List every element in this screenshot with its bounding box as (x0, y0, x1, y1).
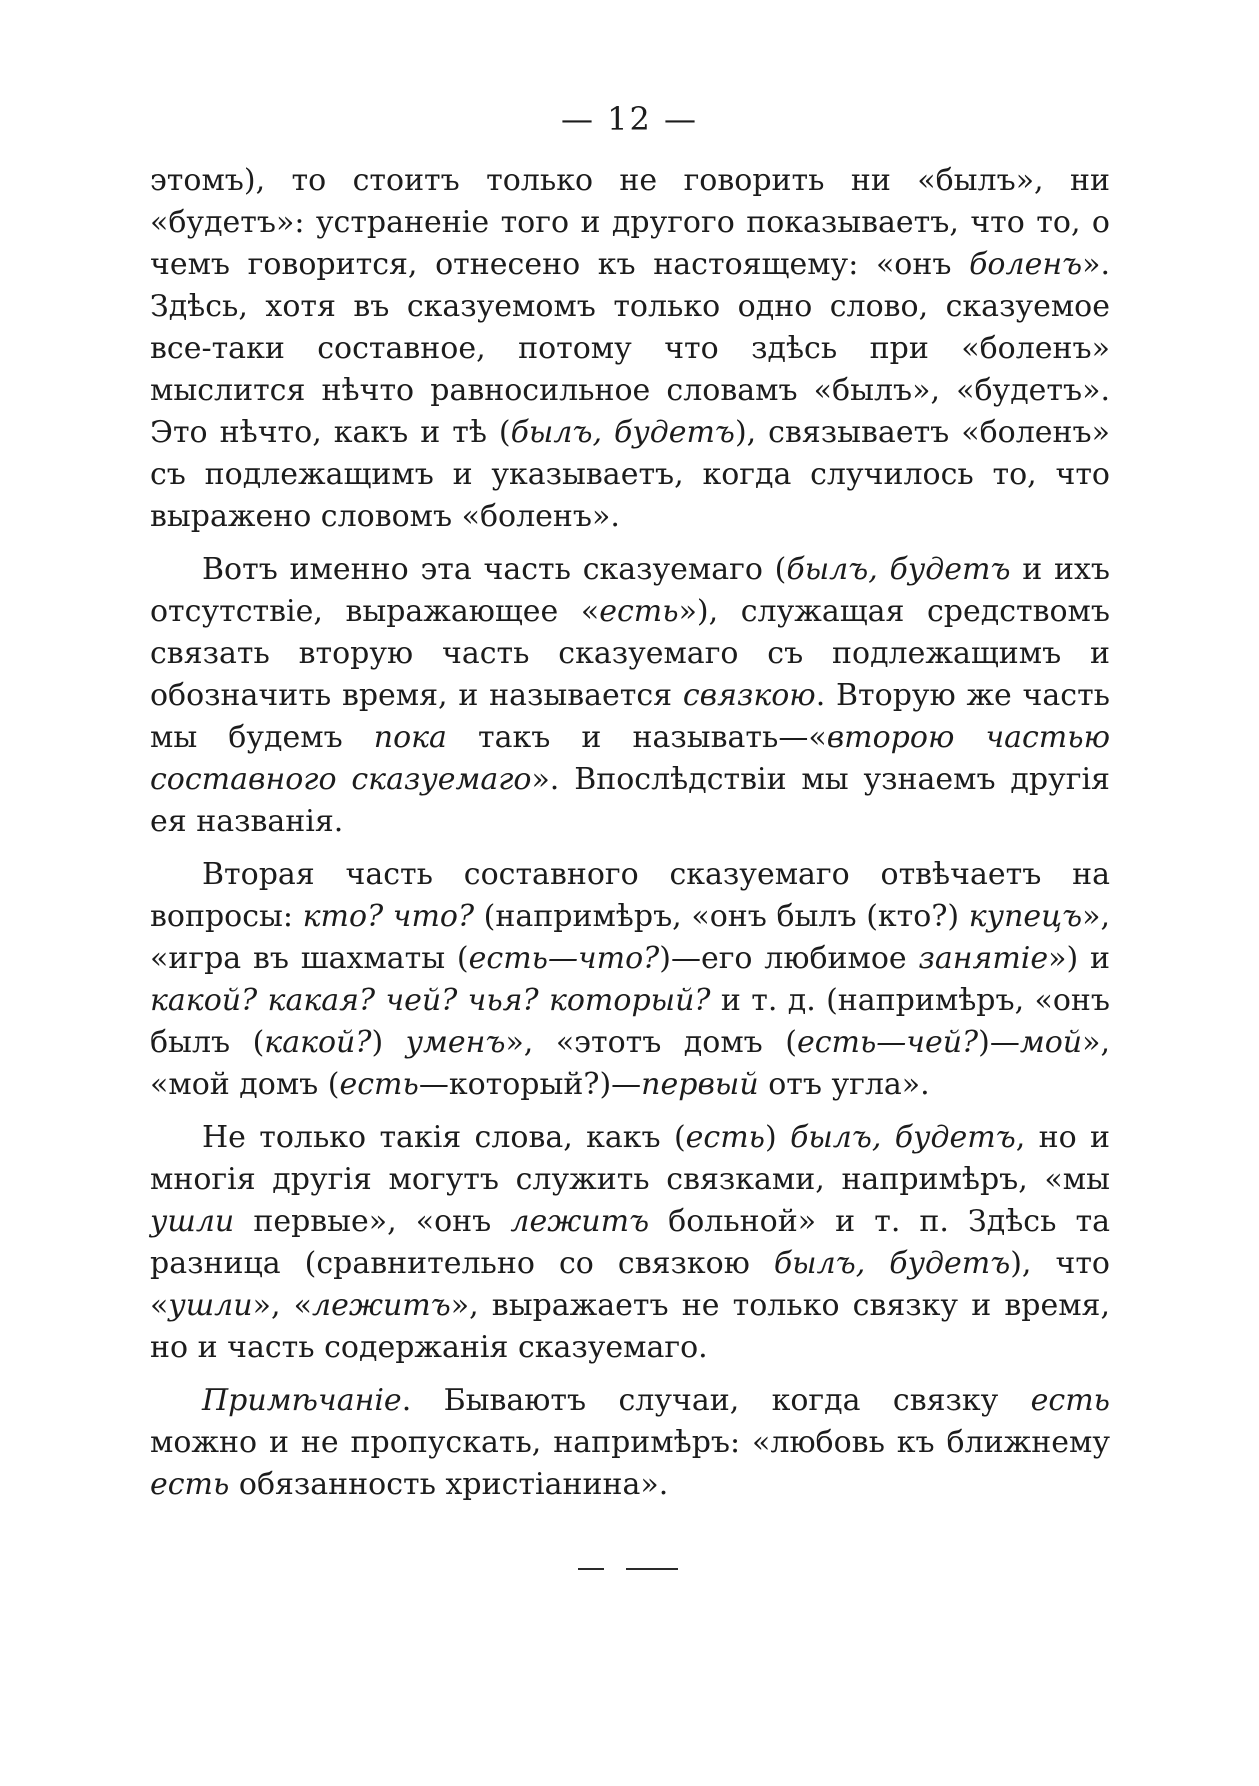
italic-segment: какой? (264, 1025, 372, 1060)
italic-segment: есть (599, 594, 679, 629)
italic-segment: есть (339, 1067, 419, 1102)
text-segment: ») и (1048, 941, 1110, 976)
text-segment: ), связываетъ «боленъ» съ подлежащимъ и указываетъ, когда случилось то, что выражено словомъ «боленъ». (150, 415, 1110, 534)
italic-segment: боленъ (969, 247, 1083, 282)
italic-segment: былъ, будетъ (786, 552, 1011, 587)
italic-segment: ушли (150, 1204, 235, 1239)
text-segment: можно и не пропускать, напримѣръ: «любовь къ ближнему (150, 1425, 1110, 1460)
text-segment: и т. д. (напримѣръ, «онъ былъ ( (150, 983, 1110, 1060)
text-segment: . Вторую же часть мы будемъ (150, 678, 1110, 755)
italic-segment: занятіе (918, 941, 1049, 976)
italic-segment: есть (1030, 1383, 1110, 1418)
italic-segment: мой (1019, 1025, 1083, 1060)
italic-segment: есть—чей? (796, 1025, 979, 1060)
text-segment: обязанность христіанина». (229, 1467, 669, 1502)
text-segment: )—его любимое (659, 941, 919, 976)
italic-segment: былъ, будетъ (510, 415, 735, 450)
italic-segment: кто? что? (302, 899, 475, 934)
text-segment: больной» и т. п. Здѣсь та разница (сравнительно со связкою (150, 1204, 1110, 1281)
italic-segment: уменъ (405, 1025, 506, 1060)
italic-segment: первый (641, 1067, 759, 1102)
text-segment: ». Впослѣдствіи мы узнаемъ другія ея названія. (150, 762, 1110, 839)
text-segment: ), что « (150, 1246, 1110, 1323)
italic-segment: второю частью составного сказуемаго (150, 720, 1110, 797)
paragraph-4 (150, 1117, 1110, 1369)
text-segment: Вотъ именно эта часть сказуемаго ( (202, 552, 787, 587)
paragraph-note (150, 1380, 1110, 1506)
body-text (150, 160, 1110, 1517)
text-segment: », выражаетъ не только связку и время, но и часть содержанія сказуемаго. (150, 1288, 1111, 1365)
italic-segment: лежитъ (312, 1288, 451, 1323)
italic-segment: есть (685, 1120, 765, 1155)
text-segment: ». Здѣсь, хотя въ сказуемомъ только одно слово, сказуемое все-таки составное, потому что здѣсь при «боленъ» мыслится нѣчто равносильное словамъ «былъ», «будетъ». Это нѣчто, какъ и тѣ ( (150, 247, 1110, 450)
italic-segment: Примѣчаніе (202, 1383, 402, 1418)
paragraph-2 (150, 549, 1110, 843)
italic-segment: былъ, будетъ (790, 1120, 1016, 1155)
text-segment: Вторая часть составного сказуемаго отвѣчаетъ на вопросы: (150, 857, 1110, 934)
text-segment: », « (252, 1288, 313, 1323)
italic-segment: связкою (682, 678, 816, 713)
text-segment: , но и многія другія могутъ служить связками, напримѣръ, «мы (150, 1120, 1110, 1197)
text-segment: . Бываютъ случаи, когда связку (401, 1383, 1031, 1418)
paragraph-1 (150, 160, 1110, 538)
text-segment: », «мой домъ ( (150, 1025, 1110, 1102)
text-segment: )— (978, 1025, 1020, 1060)
paragraph-3 (150, 854, 1110, 1106)
text-segment: и ихъ отсутствіе, выражающее « (150, 552, 1110, 629)
text-segment: первые», «онъ (234, 1204, 511, 1239)
text-segment: ) (765, 1120, 791, 1155)
text-segment: отъ угла». (758, 1067, 930, 1102)
text-segment: этомъ), то стоитъ только не говорить ни «былъ», ни «будетъ»: устраненіе того и другого показываетъ, что то, о чемъ говорится, отнесено къ настоящему: «онъ (150, 163, 1110, 282)
text-segment: Не только такія слова, какъ ( (202, 1120, 686, 1155)
italic-segment: есть (150, 1467, 230, 1502)
end-rule (578, 1568, 678, 1570)
italic-segment: пока (373, 720, 447, 755)
text-segment: —который?)— (418, 1067, 642, 1102)
italic-segment: лежитъ (510, 1204, 650, 1239)
italic-segment: купецъ (968, 899, 1083, 934)
text-segment: », «этотъ домъ ( (505, 1025, 797, 1060)
text-segment: ) (371, 1025, 406, 1060)
text-segment: », «игра въ шахматы ( (150, 899, 1110, 976)
italic-segment: ушли (168, 1288, 253, 1323)
page-number: — 12 — (560, 100, 699, 138)
italic-segment: какой? какая? чей? чья? который? (150, 983, 711, 1018)
text-segment: (напримѣръ, «онъ былъ (кто?) (474, 899, 969, 934)
italic-segment: есть—что? (468, 941, 660, 976)
italic-segment: былъ, будетъ (773, 1246, 1011, 1281)
text-segment: такъ и называть—« (446, 720, 827, 755)
text-segment: »), служащая средствомъ связать вторую часть сказуемаго съ подлежащимъ и обозначить время, и называется (150, 594, 1110, 713)
